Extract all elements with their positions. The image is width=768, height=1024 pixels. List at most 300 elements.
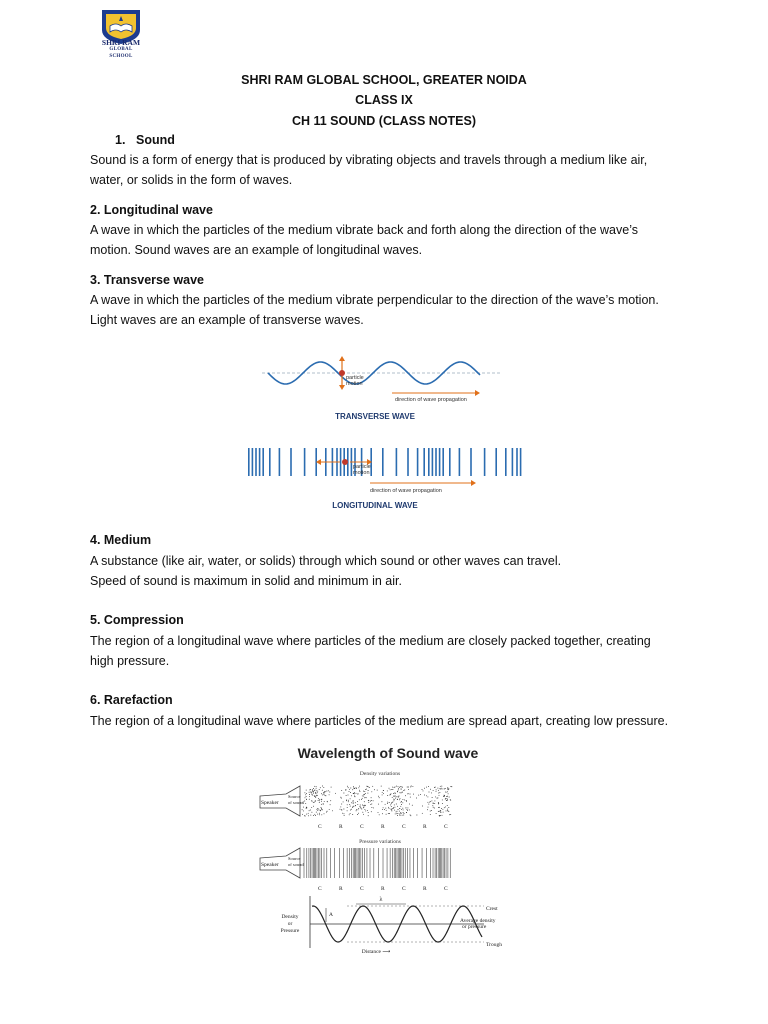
- density-dot: [390, 789, 391, 790]
- density-dot: [359, 786, 360, 787]
- density-dot: [410, 815, 411, 816]
- longitudinal-caption: LONGITUDINAL WAVE: [332, 501, 418, 510]
- speaker-label-1: Speaker: [261, 800, 279, 806]
- density-dot: [352, 789, 353, 790]
- density-dot: [370, 804, 371, 805]
- density-dot: [317, 810, 318, 811]
- density-dot: [321, 807, 322, 808]
- density-dot: [316, 809, 317, 810]
- density-dot: [341, 798, 342, 799]
- source-label-2a: Source: [288, 856, 301, 861]
- transverse-caption: TRANSVERSE WAVE: [335, 412, 415, 421]
- density-dot: [348, 800, 349, 801]
- density-dot: [368, 786, 369, 787]
- density-dot: [434, 803, 435, 804]
- density-dot: [319, 814, 320, 815]
- density-dot: [393, 807, 394, 808]
- density-dot: [440, 786, 441, 787]
- density-dot: [365, 793, 366, 794]
- density-dot: [397, 791, 398, 792]
- longitudinal-bar: [505, 448, 507, 476]
- density-dot: [405, 795, 406, 796]
- density-dot: [323, 792, 324, 793]
- density-dots: [302, 786, 453, 817]
- density-dot: [431, 792, 432, 793]
- density-dot: [405, 807, 406, 808]
- text-line: water, or solids in the form of waves.: [90, 173, 293, 187]
- density-dot: [316, 790, 317, 791]
- cr-labels-1: [318, 824, 448, 830]
- density-dot: [372, 786, 373, 787]
- density-dot: [324, 791, 325, 792]
- density-dot: [327, 811, 328, 812]
- density-dot: [326, 812, 327, 813]
- density-dot: [371, 811, 372, 812]
- section-5-title: 5. Compression: [90, 613, 184, 627]
- density-dot: [410, 794, 411, 795]
- density-dot: [309, 799, 310, 800]
- density-dot: [441, 788, 442, 789]
- density-dot: [356, 810, 357, 811]
- density-dot: [343, 793, 344, 794]
- density-dot: [397, 813, 398, 814]
- text-line: motion. Sound waves are an example of longitudinal waves.: [90, 243, 423, 257]
- density-dot: [359, 790, 360, 791]
- density-dot: [382, 809, 383, 810]
- cr-label: R: [381, 824, 385, 830]
- density-dot: [371, 807, 372, 808]
- density-dot: [428, 807, 429, 808]
- density-dot: [353, 803, 354, 804]
- text-line: The region of a longitudinal wave where particles of the medium are spread apart, creating low pressure.: [90, 714, 669, 728]
- density-dot: [412, 805, 413, 806]
- density-dot: [423, 790, 424, 791]
- density-dot: [437, 798, 438, 799]
- density-dot: [447, 809, 448, 810]
- density-dot: [314, 795, 315, 796]
- density-dot: [369, 787, 370, 788]
- density-dot: [386, 814, 387, 815]
- density-dot: [397, 815, 398, 816]
- motion-label-2: motion: [353, 470, 370, 476]
- source-label-1a: Source: [288, 794, 301, 799]
- density-dot: [322, 790, 323, 791]
- cr-label: R: [423, 824, 427, 830]
- chapter-title: CH 11 SOUND (CLASS NOTES): [291, 114, 477, 128]
- density-dot: [321, 808, 322, 809]
- motion-label-1: motion: [346, 381, 363, 387]
- density-dot: [356, 809, 357, 810]
- density-dot: [367, 810, 368, 811]
- density-dot: [304, 801, 305, 802]
- density-dot: [379, 814, 380, 815]
- density-dot: [407, 807, 408, 808]
- density-dot: [391, 810, 392, 811]
- density-dot: [383, 790, 384, 791]
- density-dot: [424, 788, 425, 789]
- density-dot: [406, 801, 407, 802]
- density-dot: [368, 800, 369, 801]
- wavelength-figure: [252, 738, 512, 958]
- density-dot: [401, 809, 402, 810]
- density-dot: [393, 799, 394, 800]
- density-dot: [311, 807, 312, 808]
- density-dot: [308, 813, 309, 814]
- density-dot: [446, 810, 447, 811]
- density-dot: [350, 810, 351, 811]
- density-dot: [351, 795, 352, 796]
- longitudinal-bar: [262, 448, 264, 476]
- density-dot: [427, 796, 428, 797]
- density-dot: [400, 786, 401, 787]
- density-dot: [398, 786, 399, 787]
- average-label-2: or pressure: [462, 924, 487, 930]
- section-1-text: [90, 150, 690, 190]
- density-dot: [367, 793, 368, 794]
- density-dot: [385, 808, 386, 809]
- density-dot: [341, 810, 342, 811]
- density-dot: [430, 789, 431, 790]
- density-dot: [305, 797, 306, 798]
- density-dot: [401, 801, 402, 802]
- longitudinal-bar: [484, 448, 486, 476]
- density-dot: [325, 791, 326, 792]
- density-dot: [349, 789, 350, 790]
- density-dot: [316, 788, 317, 789]
- density-dot: [394, 804, 395, 805]
- density-dot: [315, 792, 316, 793]
- density-dot: [432, 797, 433, 798]
- density-dot: [440, 810, 441, 811]
- density-dot: [410, 797, 411, 798]
- density-dot: [322, 786, 323, 787]
- density-dot: [383, 807, 384, 808]
- density-dot: [426, 787, 427, 788]
- density-dot: [435, 796, 436, 797]
- density-dot: [318, 798, 319, 799]
- text-line: Light waves are an example of transverse waves.: [90, 313, 364, 327]
- density-dot: [315, 797, 316, 798]
- density-dot: [399, 814, 400, 815]
- longitudinal-bar: [407, 448, 409, 476]
- density-dot: [364, 791, 365, 792]
- density-dot: [312, 801, 313, 802]
- density-dot: [392, 808, 393, 809]
- density-dot: [341, 790, 342, 791]
- density-dot: [434, 800, 435, 801]
- density-dot: [394, 793, 395, 794]
- density-dot: [329, 794, 330, 795]
- density-dot: [321, 801, 322, 802]
- longitudinal-bar: [449, 448, 451, 476]
- density-dot: [340, 806, 341, 807]
- section-4-title: 4. Medium: [90, 533, 152, 547]
- density-dot: [446, 792, 447, 793]
- density-dot: [353, 800, 354, 801]
- density-dot: [413, 794, 414, 795]
- density-dot: [313, 791, 314, 792]
- density-dot: [433, 807, 434, 808]
- longitudinal-bar: [442, 448, 444, 476]
- density-dot: [391, 808, 392, 809]
- density-dot: [409, 804, 410, 805]
- density-dot: [362, 798, 363, 799]
- density-dot: [350, 788, 351, 789]
- density-dot: [434, 787, 435, 788]
- density-dot: [368, 812, 369, 813]
- logo-line3: SCHOOL: [109, 54, 133, 59]
- density-dot: [389, 802, 390, 803]
- density-dot: [381, 801, 382, 802]
- density-dot: [371, 791, 372, 792]
- density-dot: [323, 787, 324, 788]
- direction-label-1: direction of wave propagation: [395, 397, 467, 403]
- density-dot: [393, 808, 394, 809]
- density-dot: [416, 815, 417, 816]
- density-dot: [403, 790, 404, 791]
- cr-label: C: [318, 886, 322, 892]
- density-dot: [316, 795, 317, 796]
- density-dot: [363, 796, 364, 797]
- density-dot: [447, 791, 448, 792]
- density-dot: [410, 786, 411, 787]
- density-dot: [361, 808, 362, 809]
- density-dot: [401, 792, 402, 793]
- longitudinal-bar: [423, 448, 425, 476]
- density-dot: [360, 805, 361, 806]
- density-dot: [400, 798, 401, 799]
- density-dot: [330, 800, 331, 801]
- logo-line2: GLOBAL: [109, 47, 133, 52]
- density-dot: [358, 813, 359, 814]
- trough-label: Trough: [486, 942, 502, 948]
- density-dot: [438, 807, 439, 808]
- density-dot: [347, 804, 348, 805]
- density-dot: [379, 797, 380, 798]
- density-dot: [381, 786, 382, 787]
- cr-label: R: [423, 886, 427, 892]
- density-dot: [363, 805, 364, 806]
- density-dot: [447, 799, 448, 800]
- density-dot: [362, 812, 363, 813]
- density-dot: [316, 793, 317, 794]
- density-dot: [358, 787, 359, 788]
- density-dot: [318, 800, 319, 801]
- density-dot: [394, 796, 395, 797]
- cr-label: R: [339, 886, 343, 892]
- density-dot: [444, 796, 445, 797]
- density-dot: [365, 810, 366, 811]
- density-dot: [356, 788, 357, 789]
- density-dot: [406, 812, 407, 813]
- density-dot: [447, 787, 448, 788]
- cr-label: R: [381, 886, 385, 892]
- density-dot: [399, 799, 400, 800]
- longitudinal-bar: [259, 448, 261, 476]
- density-dot: [350, 813, 351, 814]
- density-dot: [302, 814, 303, 815]
- density-dot: [347, 810, 348, 811]
- density-dot: [448, 788, 449, 789]
- density-dot: [315, 815, 316, 816]
- density-dot: [447, 810, 448, 811]
- longitudinal-bar: [269, 448, 271, 476]
- density-dot: [442, 815, 443, 816]
- density-dot: [371, 800, 372, 801]
- density-dot: [392, 802, 393, 803]
- density-dot: [408, 787, 409, 788]
- density-dot: [373, 807, 374, 808]
- density-dot: [389, 795, 390, 796]
- density-dot: [378, 804, 379, 805]
- density-dot: [436, 789, 437, 790]
- density-dot: [439, 807, 440, 808]
- density-dot: [335, 793, 336, 794]
- density-dot: [364, 797, 365, 798]
- longitudinal-bar: [255, 448, 257, 476]
- density-dot: [429, 792, 430, 793]
- cr-label: C: [360, 824, 364, 830]
- density-dot: [321, 793, 322, 794]
- density-dot: [439, 816, 440, 817]
- density-dot: [351, 809, 352, 810]
- density-dot: [309, 792, 310, 793]
- density-dot: [303, 810, 304, 811]
- density-dot: [449, 797, 450, 798]
- density-dot: [302, 809, 303, 810]
- density-dot: [448, 793, 449, 794]
- longitudinal-bar: [382, 448, 384, 476]
- density-dot: [319, 800, 320, 801]
- density-dot: [448, 807, 449, 808]
- density-dot: [365, 805, 366, 806]
- density-dot: [349, 791, 350, 792]
- speaker-label-2: Speaker: [261, 862, 279, 868]
- density-dot: [443, 796, 444, 797]
- density-dot: [402, 792, 403, 793]
- density-dot: [400, 802, 401, 803]
- density-dot: [346, 795, 347, 796]
- density-dot: [353, 806, 354, 807]
- density-dot: [390, 804, 391, 805]
- longitudinal-bar: [279, 448, 281, 476]
- density-dot: [312, 794, 313, 795]
- density-dot: [355, 802, 356, 803]
- text-line: A substance (like air, water, or solids) through which sound or other waves can travel.: [90, 554, 562, 568]
- density-dot: [393, 796, 394, 797]
- cr-label: C: [360, 886, 364, 892]
- density-dot: [313, 815, 314, 816]
- density-dot: [366, 789, 367, 790]
- density-dot: [340, 809, 341, 810]
- density-dot: [346, 800, 347, 801]
- yaxis-label-1: Density: [281, 914, 299, 920]
- pressure-lines: [304, 848, 450, 878]
- longitudinal-bar: [252, 448, 254, 476]
- amplitude-label: A: [329, 912, 333, 918]
- density-dot: [316, 786, 317, 787]
- cr-label: C: [444, 824, 448, 830]
- yaxis-label-2: or: [287, 921, 293, 927]
- density-dot: [326, 791, 327, 792]
- longitudinal-wave-bars: [248, 448, 521, 476]
- class-title: CLASS IX: [355, 93, 413, 107]
- density-dot: [324, 801, 325, 802]
- particle-label-1: particle: [346, 375, 364, 381]
- density-dot: [402, 815, 403, 816]
- density-dot: [401, 804, 402, 805]
- density-dot: [306, 799, 307, 800]
- density-dot: [446, 800, 447, 801]
- density-dot: [353, 793, 354, 794]
- density-dot: [313, 802, 314, 803]
- density-dot: [393, 800, 394, 801]
- density-dot: [429, 802, 430, 803]
- density-dot: [303, 803, 304, 804]
- density-dot: [332, 810, 333, 811]
- density-dot: [314, 790, 315, 791]
- section-1-number: 1.: [115, 133, 126, 147]
- density-dot: [387, 790, 388, 791]
- density-dot: [402, 808, 403, 809]
- longitudinal-bar: [432, 448, 434, 476]
- density-dot: [358, 808, 359, 809]
- density-dot: [445, 806, 446, 807]
- density-dot: [396, 804, 397, 805]
- density-dot: [408, 789, 409, 790]
- density-dot: [450, 786, 451, 787]
- density-dot: [382, 794, 383, 795]
- section-2-title: 2. Longitudinal wave: [90, 203, 213, 217]
- longitudinal-bar: [435, 448, 437, 476]
- density-dot: [402, 799, 403, 800]
- density-dot: [313, 806, 314, 807]
- section-4-text: [90, 551, 690, 591]
- density-dot: [442, 799, 443, 800]
- density-dot: [319, 810, 320, 811]
- longitudinal-bar: [516, 448, 518, 476]
- cr-label: C: [444, 886, 448, 892]
- density-dot: [317, 791, 318, 792]
- density-variations-label: Density variations: [359, 771, 401, 777]
- density-dot: [442, 803, 443, 804]
- source-label-2b: of sound: [288, 862, 304, 867]
- school-name: SHRI RAM GLOBAL SCHOOL, GREATER NOIDA: [241, 73, 527, 87]
- density-dot: [396, 811, 397, 812]
- longitudinal-bar: [304, 448, 306, 476]
- yaxis-label-3: Pressure: [280, 928, 300, 934]
- density-dot: [314, 786, 315, 787]
- density-dot: [427, 802, 428, 803]
- density-dot: [403, 815, 404, 816]
- density-dot: [399, 796, 400, 797]
- density-dot: [315, 796, 316, 797]
- density-dot: [396, 796, 397, 797]
- section-6-title: 6. Rarefaction: [90, 693, 173, 707]
- density-dot: [391, 809, 392, 810]
- longitudinal-bar: [459, 448, 461, 476]
- density-dot: [313, 792, 314, 793]
- density-dot: [331, 787, 332, 788]
- longitudinal-bar: [470, 448, 472, 476]
- density-dot: [345, 790, 346, 791]
- density-dot: [347, 807, 348, 808]
- section-2-text: [90, 220, 690, 260]
- text-line: The region of a longitudinal wave where particles of the medium are closely packed together, creating: [90, 634, 651, 648]
- density-dot: [322, 794, 323, 795]
- density-dot: [443, 812, 444, 813]
- average-label-1: Average density: [460, 918, 496, 924]
